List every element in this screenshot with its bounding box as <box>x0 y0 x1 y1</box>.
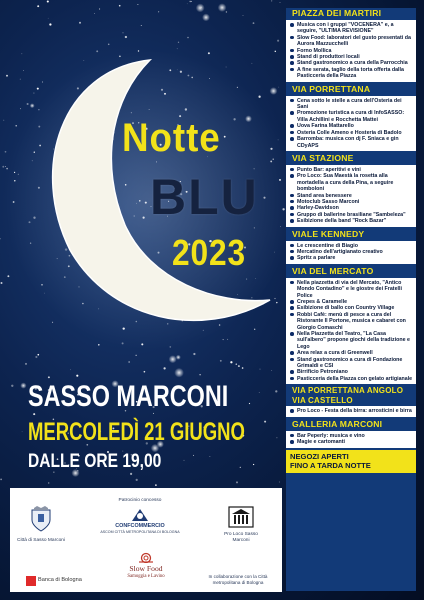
star <box>37 88 39 90</box>
program-item: Stand area benessere <box>290 193 414 199</box>
star <box>155 484 157 486</box>
star <box>274 298 275 299</box>
star <box>208 52 210 54</box>
star <box>223 339 224 340</box>
star <box>177 48 178 49</box>
bright-star <box>30 103 35 108</box>
star <box>35 356 37 358</box>
slowfood-snail-icon <box>137 551 155 563</box>
star <box>0 479 2 481</box>
program-item: Birrificio Petroniano <box>290 369 414 375</box>
program-item: Harley-Davidson <box>290 205 414 211</box>
proloco-logo-icon <box>228 506 254 528</box>
star <box>243 15 244 16</box>
program-section-box <box>286 406 416 416</box>
star <box>33 93 34 94</box>
bright-star <box>270 87 278 95</box>
star <box>3 120 4 121</box>
program-item: Stand gastronomico a cura di Fondazione Grimaldi e CSI <box>290 357 414 370</box>
bright-star <box>174 368 184 378</box>
program-section-title: VIA PORRETTANA ANGOLO VIA CASTELLO <box>292 386 404 405</box>
star <box>130 473 132 475</box>
star <box>275 390 277 392</box>
town-name: SASSO MARCONI <box>28 380 229 413</box>
star <box>76 375 78 377</box>
program-item: Nella piazzetta di via del Mercato, "Antico Mondo Contadino" e le giostre dei Fratelli Police <box>290 280 414 299</box>
star <box>125 36 127 38</box>
star <box>271 370 272 371</box>
star <box>137 4 138 5</box>
confcommercio-logo-icon <box>130 507 150 523</box>
program-section-box <box>286 96 416 151</box>
star <box>260 369 261 370</box>
program-item: A fine serata, taglio della torta offerta dalla Pasticceria della Piazza <box>290 67 414 80</box>
star <box>278 87 279 88</box>
star <box>242 367 244 369</box>
star <box>236 481 238 483</box>
star <box>20 79 21 80</box>
program-item: Punto Bar: aperitivi e vini <box>290 167 414 173</box>
program-item: Slow Food: laboratori del gusto presentati da Aurora Mazzucchelli <box>290 35 414 48</box>
star <box>210 456 211 457</box>
star <box>42 81 43 82</box>
closing-banner <box>286 450 416 473</box>
star <box>108 44 110 46</box>
star <box>226 11 227 12</box>
star <box>236 363 238 365</box>
star <box>129 361 130 362</box>
star <box>276 302 277 303</box>
star <box>227 339 228 340</box>
star <box>178 42 179 43</box>
star <box>27 103 29 105</box>
program-item: Osteria Colle Ameno e Hosteria di Badolo <box>290 130 414 136</box>
star <box>220 360 222 362</box>
star <box>238 365 240 367</box>
star <box>230 361 232 363</box>
bright-star <box>202 14 210 22</box>
star <box>252 63 253 64</box>
program-item: Robbi Cafè: menù di pesce a cura del Ristorante Il Portone, musica e cabaret con Giorgio Comaschi <box>290 312 414 331</box>
program-item: Stand di produttori locali <box>290 54 414 60</box>
star <box>276 437 277 438</box>
banca-di-bologna-logo-icon <box>26 576 36 586</box>
program-section-title: VIA STAZIONE <box>292 152 354 163</box>
bright-star <box>218 3 227 12</box>
star <box>193 455 194 456</box>
star <box>98 344 100 346</box>
star <box>5 151 7 153</box>
star <box>47 0 49 2</box>
star <box>37 354 39 356</box>
star <box>1 282 3 284</box>
star <box>271 0 272 1</box>
bright-star <box>196 4 205 13</box>
star <box>48 376 50 378</box>
star <box>144 371 146 373</box>
program-item: Barromba: musica con dj F. Sniaca e gin CDyAPS <box>290 136 414 149</box>
star <box>191 1 192 2</box>
bright-star <box>169 355 177 363</box>
star <box>96 50 98 52</box>
program-item: Esibizione della band "Rock Bazar" <box>290 218 414 224</box>
star <box>6 75 8 77</box>
program-section-box <box>286 165 416 227</box>
program-item: Motoclub Sasso Marconi <box>290 199 414 205</box>
program-section-box <box>286 278 416 385</box>
program-item: Cena sotto le stelle a cura dell'Osteria dei Sani <box>290 98 414 111</box>
program-item: Esibizione di ballo con Country Village <box>290 305 414 311</box>
star <box>136 355 137 356</box>
program-section-title: VIA PORRETTANA <box>292 83 371 94</box>
star <box>99 8 100 9</box>
star <box>141 25 142 26</box>
star <box>253 464 254 465</box>
star <box>275 51 276 52</box>
program-item: Pro Loco - Festa della birra: arrosticini e birra <box>290 408 414 414</box>
star <box>7 275 9 277</box>
event-date: MERCOLEDÌ 21 GIUGNO <box>28 418 245 446</box>
program-item: Promozione turistica a cura di InfoSASSO: Villa Achillini e Rocchetta Mattei <box>290 110 414 123</box>
star <box>48 18 49 19</box>
star <box>37 5 39 7</box>
star <box>21 53 22 54</box>
closing-banner-line: FINO A TARDA NOTTE <box>290 461 371 470</box>
star <box>48 482 49 483</box>
program-item: Nella Piazzetta del Teatro, "La Casa sull'albero" propone giochi della tradizione e Lego <box>290 331 414 350</box>
star <box>11 385 13 387</box>
program-item: Musica con i gruppi "VOCENERA" e, a seguire, "ULTIMA REVISIONE" <box>290 22 414 35</box>
star <box>6 168 8 170</box>
star <box>279 481 280 482</box>
bright-star <box>20 383 26 389</box>
star <box>264 421 266 423</box>
program-section-box <box>286 20 416 82</box>
star <box>184 460 185 461</box>
star <box>94 13 95 14</box>
star <box>2 166 4 168</box>
program-item: Pasticceria della Piazza con gelato artigianale <box>290 376 414 382</box>
program-section-title: VIA DEL MERCATO <box>292 265 374 276</box>
program-item: Pro Loco: Sua Maestà la rosetta alla mortadella a cura della Pina, a seguire bomboloni <box>290 173 414 192</box>
sponsors-strip <box>10 488 282 592</box>
program-section-title: GALLERIA MARCONI <box>292 418 383 429</box>
sponsor-confcommercio-sub: ASCOM CITTÀ METROPOLITANA DI BOLOGNA <box>100 530 180 534</box>
title-year: 2023 <box>172 232 247 273</box>
star <box>187 37 189 39</box>
sponsor-confcommercio-label: CONFCOMMERCIO <box>115 523 165 529</box>
sponsor-patrocinio-label: Patrocinio concesso <box>118 498 162 503</box>
star <box>20 108 21 109</box>
program-section-box <box>286 241 416 264</box>
star <box>187 3 188 4</box>
star <box>259 392 260 393</box>
star <box>277 40 279 42</box>
star <box>163 367 165 369</box>
program-item: Mercatino dell'artigianato creativo <box>290 249 414 255</box>
program-item: Crepes & Caramelle <box>290 299 414 305</box>
star <box>258 96 260 98</box>
program-section-box <box>286 431 416 448</box>
star <box>158 11 159 12</box>
sponsor-slowfood-sub: Samoggia e Lavino <box>127 574 165 579</box>
title-notte: Notte <box>122 116 221 160</box>
star <box>22 431 23 432</box>
star <box>83 60 84 61</box>
star <box>15 125 17 127</box>
star <box>25 363 27 365</box>
sponsor-banca-label: Banca di Bologna <box>38 577 82 583</box>
program-panel <box>286 8 416 591</box>
star <box>136 479 138 481</box>
star <box>240 467 241 468</box>
sponsor-proloco-label: Pro Loco Sasso Marconi <box>224 532 258 543</box>
sponsor-collaborazione-label: In collaborazione con la Città metropolitana di Bologna <box>208 574 268 585</box>
star <box>254 329 255 330</box>
program-section-title: VIALE KENNEDY <box>292 228 365 239</box>
sponsor-comune-label: Città di Sasso Marconi <box>17 538 65 543</box>
star <box>189 1 190 2</box>
program-item: Area relax a cura di Greenwell <box>290 350 414 356</box>
star <box>79 22 81 24</box>
star <box>280 2 281 3</box>
program-item: Uova Farina Mattarello <box>290 123 414 129</box>
star <box>193 353 195 355</box>
star <box>226 67 227 68</box>
star <box>49 23 51 25</box>
star <box>249 403 250 404</box>
star <box>70 369 71 370</box>
comune-crest-icon <box>30 506 52 532</box>
program-item: Stand gastronomico a cura della Parrocchia <box>290 60 414 66</box>
star <box>0 238 1 239</box>
closing-banner-line: NEGOZI APERTI <box>290 451 349 461</box>
program-item: Magie e cartomanti <box>290 439 414 445</box>
star <box>23 70 24 71</box>
event-hours: DALLE ORE 19,00 <box>28 451 162 472</box>
star <box>119 5 121 7</box>
program-item: Spritz a parlare <box>290 255 414 261</box>
program-item: Forno Mollica <box>290 48 414 54</box>
title-blu: BLU <box>150 169 259 225</box>
program-section-title: PIAZZA DEI MARTIRI <box>292 8 382 18</box>
star <box>199 374 200 375</box>
star <box>5 166 6 167</box>
program-item: Le crescentine di Biagio <box>290 243 414 249</box>
star <box>52 322 53 323</box>
star <box>123 33 124 34</box>
program-item: Gruppo di ballerine brasiliane "Sambeleza" <box>290 212 414 218</box>
program-item: Bar Peperly: musica e vino <box>290 433 414 439</box>
star <box>253 22 255 24</box>
sponsor-slowfood-label: Slow Food <box>129 564 163 573</box>
